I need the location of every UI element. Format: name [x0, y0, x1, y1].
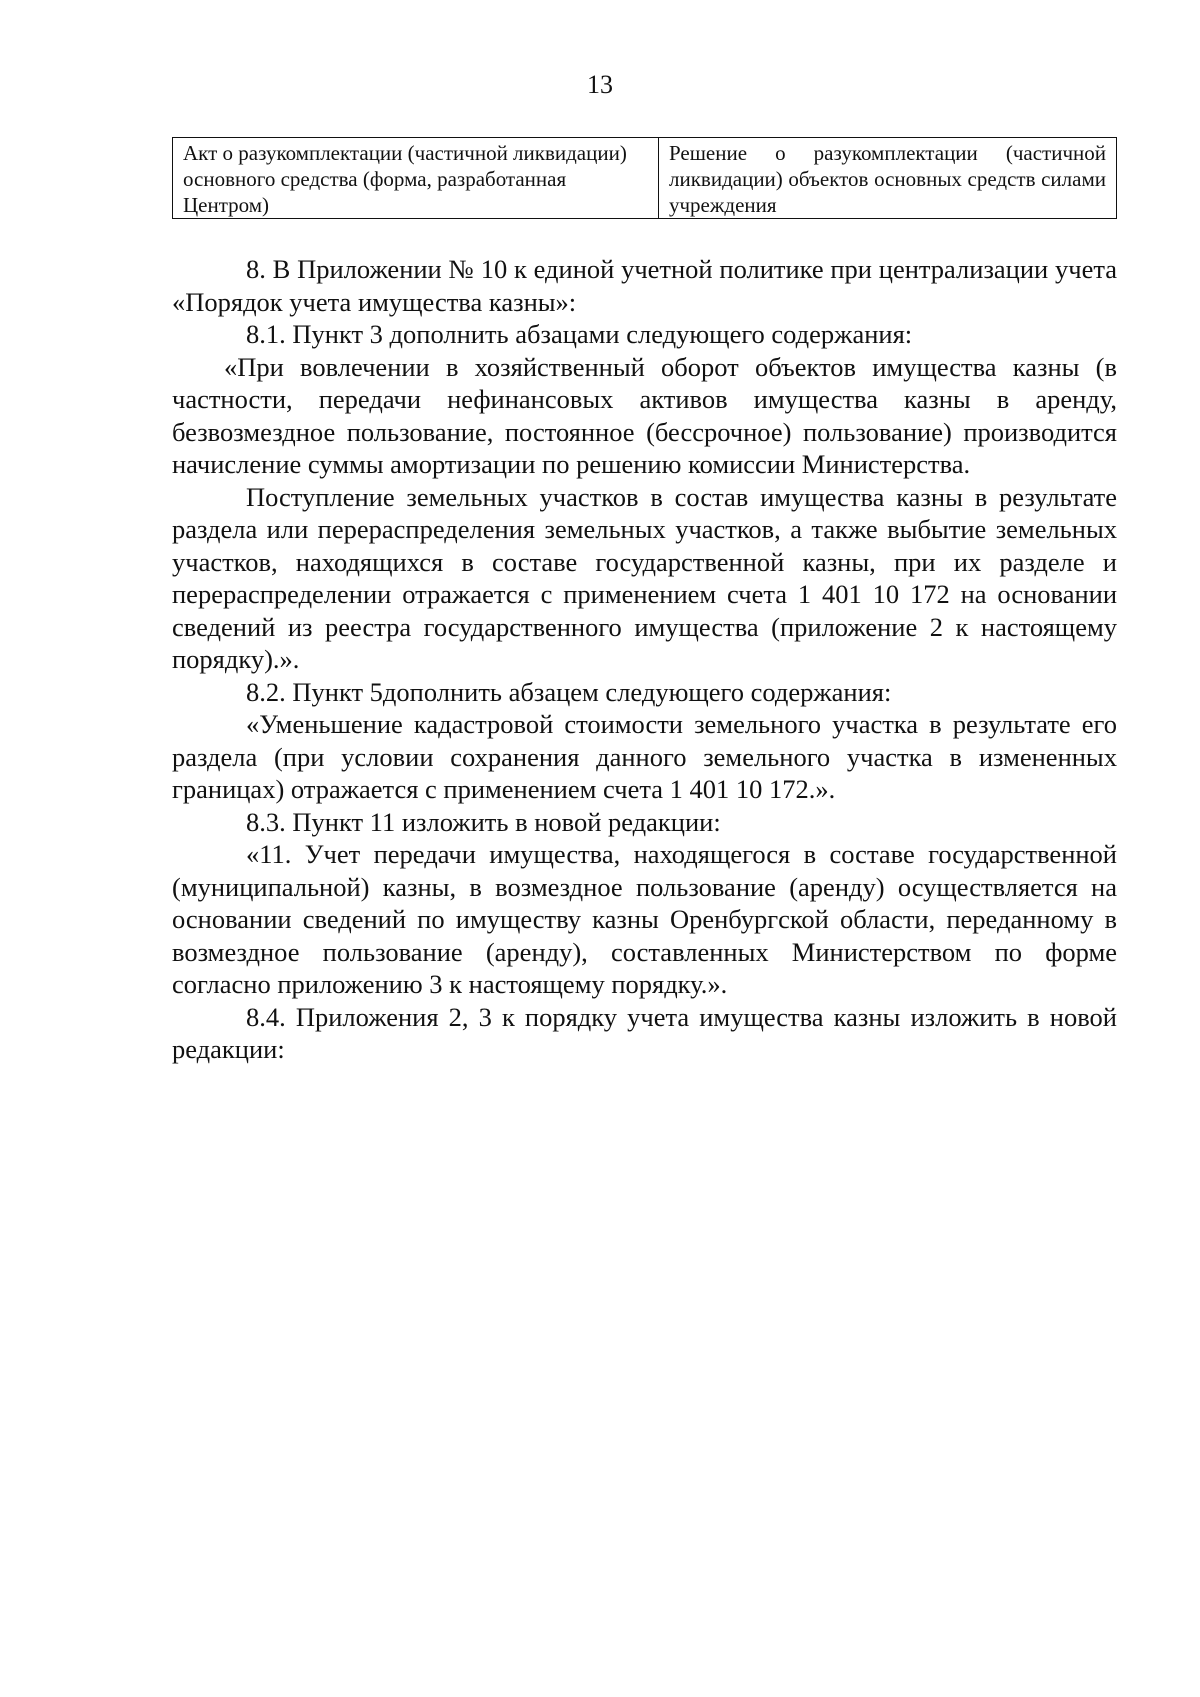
table-cell-form: Акт о разукомплектации (частичной ликвидации) основного средства (форма, разработанная Центром): [173, 138, 659, 219]
forms-table: [172, 137, 1117, 219]
paragraph-item-8-3: 8.3. Пункт 11 изложить в новой редакции:: [246, 806, 721, 837]
paragraph-land-plots: Поступление земельных участков в состав имущества казны в результате раздела или перераспределения земельных участков, а также выбытие земельных участков, находящихся в составе государственной казны, при их разделе и перераспределении отражается с применением счета 1 401 10 172 на основании сведений из реестра государственного имущества (приложение 2 к настоящему порядку).».: [172, 481, 1117, 674]
paragraph-item-8-1: 8.1. Пункт 3 дополнить абзацами следующего содержания:: [246, 319, 913, 349]
paragraph-item-8-2: 8.2. Пункт 5дополнить абзацем следующего содержания:: [246, 676, 892, 707]
page-number: 13: [587, 70, 613, 99]
document-body: [172, 253, 1117, 1066]
table-cell-decision: Решение о разукомплектации (частичной ликвидации) объектов основных средств силами учреждения: [659, 138, 1117, 219]
paragraph-quote-cadastral: «Уменьшение кадастровой стоимости земельного участка в результате его раздела (при условии сохранения данного земельного участка в измененных границах) отражается с применением счета 1 401 10 172.».: [172, 709, 1117, 804]
paragraph-item-8: 8. В Приложении № 10 к единой учетной политике при централизации учета «Порядок учета имущества казны»:: [172, 254, 1117, 317]
paragraph-quote-item-11: «11. Учет передачи имущества, находящегося в составе государственной (муниципальной) казны, в возмездное пользование (аренду) осуществляется на основании сведений по имуществу казны Оренбургской области, переданному в возмездное пользование (аренду), составленных Министерством по форме согласно приложению 3 к настоящему порядку.».: [172, 839, 1117, 999]
paragraph-item-8-4: 8.4. Приложения 2, 3 к порядку учета имущества казны изложить в новой редакции:: [172, 1001, 1117, 1064]
table-row: [173, 138, 1117, 219]
paragraph-quote-amortization: «При вовлечении в хозяйственный оборот объектов имущества казны (в частности, передачи нефинансовых активов имущества казны в аренду, безвозмездное пользование, постоянное (бессрочное) пользование) производится начисление суммы амортизации по решению комиссии Министерства.: [172, 351, 1117, 479]
